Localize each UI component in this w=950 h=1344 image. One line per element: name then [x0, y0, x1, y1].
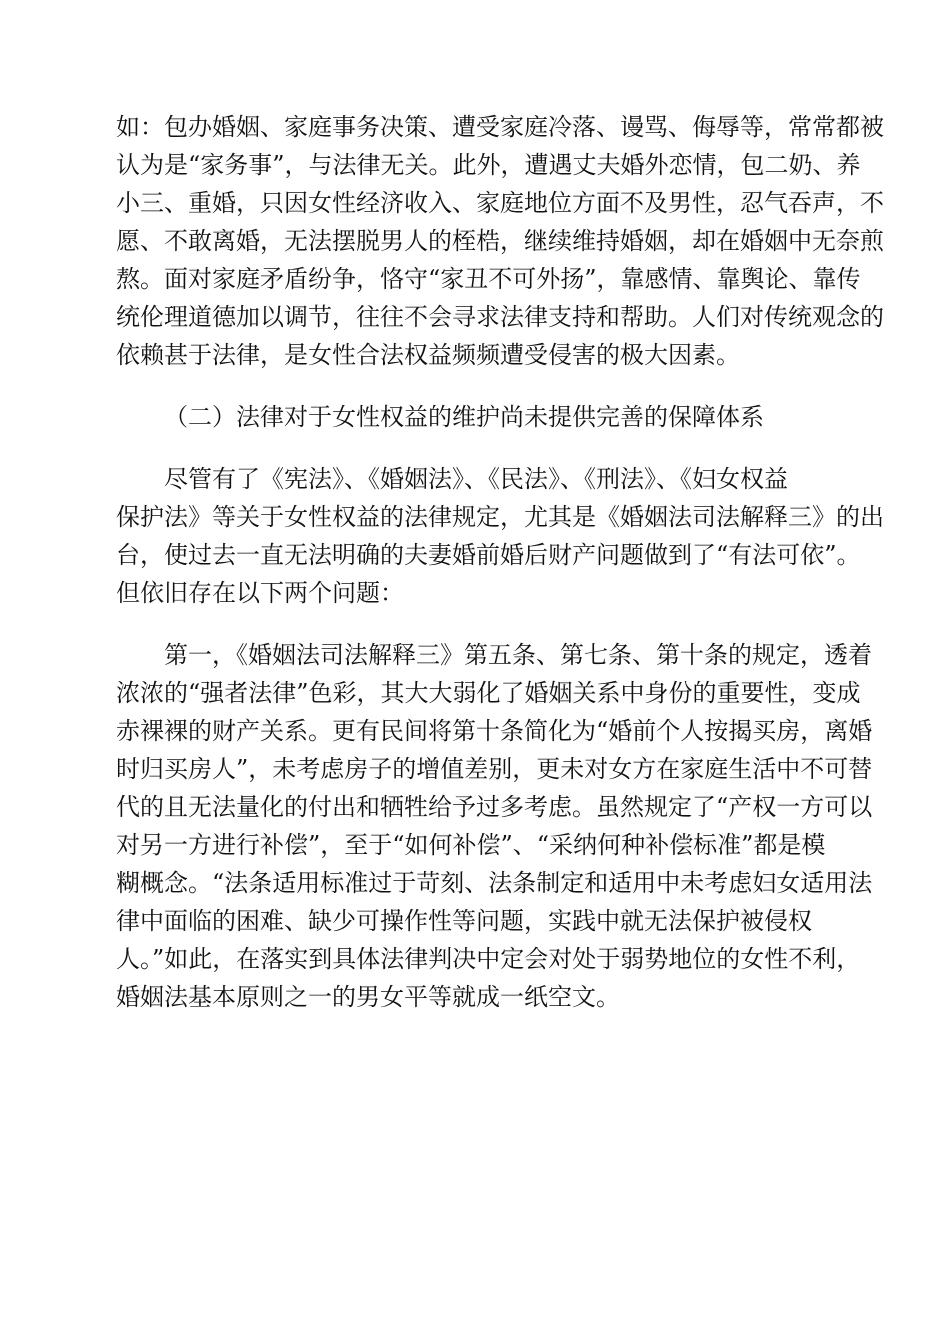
- text-line: 代的且无法量化的付出和牺牲给予过多考虑。虽然规定了“产权一方可以: [116, 793, 873, 821]
- text-line: 台，使过去一直无法明确的夫妻婚前婚后财产问题做到了“有法可依”。: [116, 541, 861, 569]
- text-line: 认为是“家务事”，与法律无关。此外，遭遇丈夫婚外恋情，包二奶、养: [116, 151, 861, 179]
- section-heading-text: （二）法律对于女性权益的维护尚未提供完善的保障体系: [164, 403, 764, 431]
- text-line: 小三、重婚，只因女性经济收入、家庭地位方面不及男性，忍气吞声，不: [116, 189, 884, 217]
- section-heading-2: [116, 402, 836, 432]
- paragraph-laws-overview: [116, 464, 884, 608]
- document-page: [116, 112, 884, 1020]
- text-line: 第一，《婚姻法司法解释三》第五条、第七条、第十条的规定，透着: [164, 641, 872, 669]
- text-line: 时归买房人”，未考虑房子的增值差别，更未对女方在家庭生活中不可替: [116, 755, 873, 783]
- text-line: 浓浓的“强者法律”色彩，其大大弱化了婚姻关系中身份的重要性，变成: [116, 679, 861, 707]
- text-line: 律中面临的困难、缺少可操作性等问题，实践中就无法保护被侵权: [116, 907, 812, 935]
- text-line: 婚姻法基本原则之一的男女平等就成一纸空文。: [116, 983, 620, 1011]
- text-line: 尽管有了《宪法》、《婚姻法》、《民法》、《刑法》、《妇女权益: [164, 465, 788, 493]
- text-line: 愿、不敢离婚，无法摆脱男人的桎梏，继续维持婚姻，却在婚姻中无奈煎: [116, 227, 884, 255]
- text-line: 赤裸裸的财产关系。更有民间将第十条简化为“婚前个人按揭买房，离婚: [116, 717, 873, 745]
- text-line: 依赖甚于法律，是女性合法权益频频遭受侵害的极大因素。: [116, 341, 740, 369]
- text-line: 保护法》等关于女性权益的法律规定，尤其是《婚姻法司法解释三》的出: [116, 503, 884, 531]
- paragraph-traditional-views: [116, 112, 884, 370]
- paragraph-first-issue: [116, 640, 873, 1012]
- text-line: 糊概念。“法条适用标准过于苛刻、法条制定和适用中未考虑妇女适用法: [116, 869, 873, 897]
- text-line: 但依旧存在以下两个问题：: [116, 579, 404, 607]
- text-line: 对另一方进行补偿”，至于“如何补偿”、“采纳何种补偿标准”都是模: [116, 831, 826, 859]
- text-line: 熬。面对家庭矛盾纷争，恪守“家丑不可外扬”，靠感情、靠舆论、靠传: [116, 265, 861, 293]
- text-line: 如：包办婚姻、家庭事务决策、遭受家庭冷落、谩骂、侮辱等，常常都被: [116, 113, 884, 141]
- text-line: 人。”如此，在落实到具体法律判决中定会对处于弱势地位的女性不利，: [116, 945, 861, 973]
- text-line: 统伦理道德加以调节，往往不会寻求法律支持和帮助。人们对传统观念的: [116, 303, 884, 331]
